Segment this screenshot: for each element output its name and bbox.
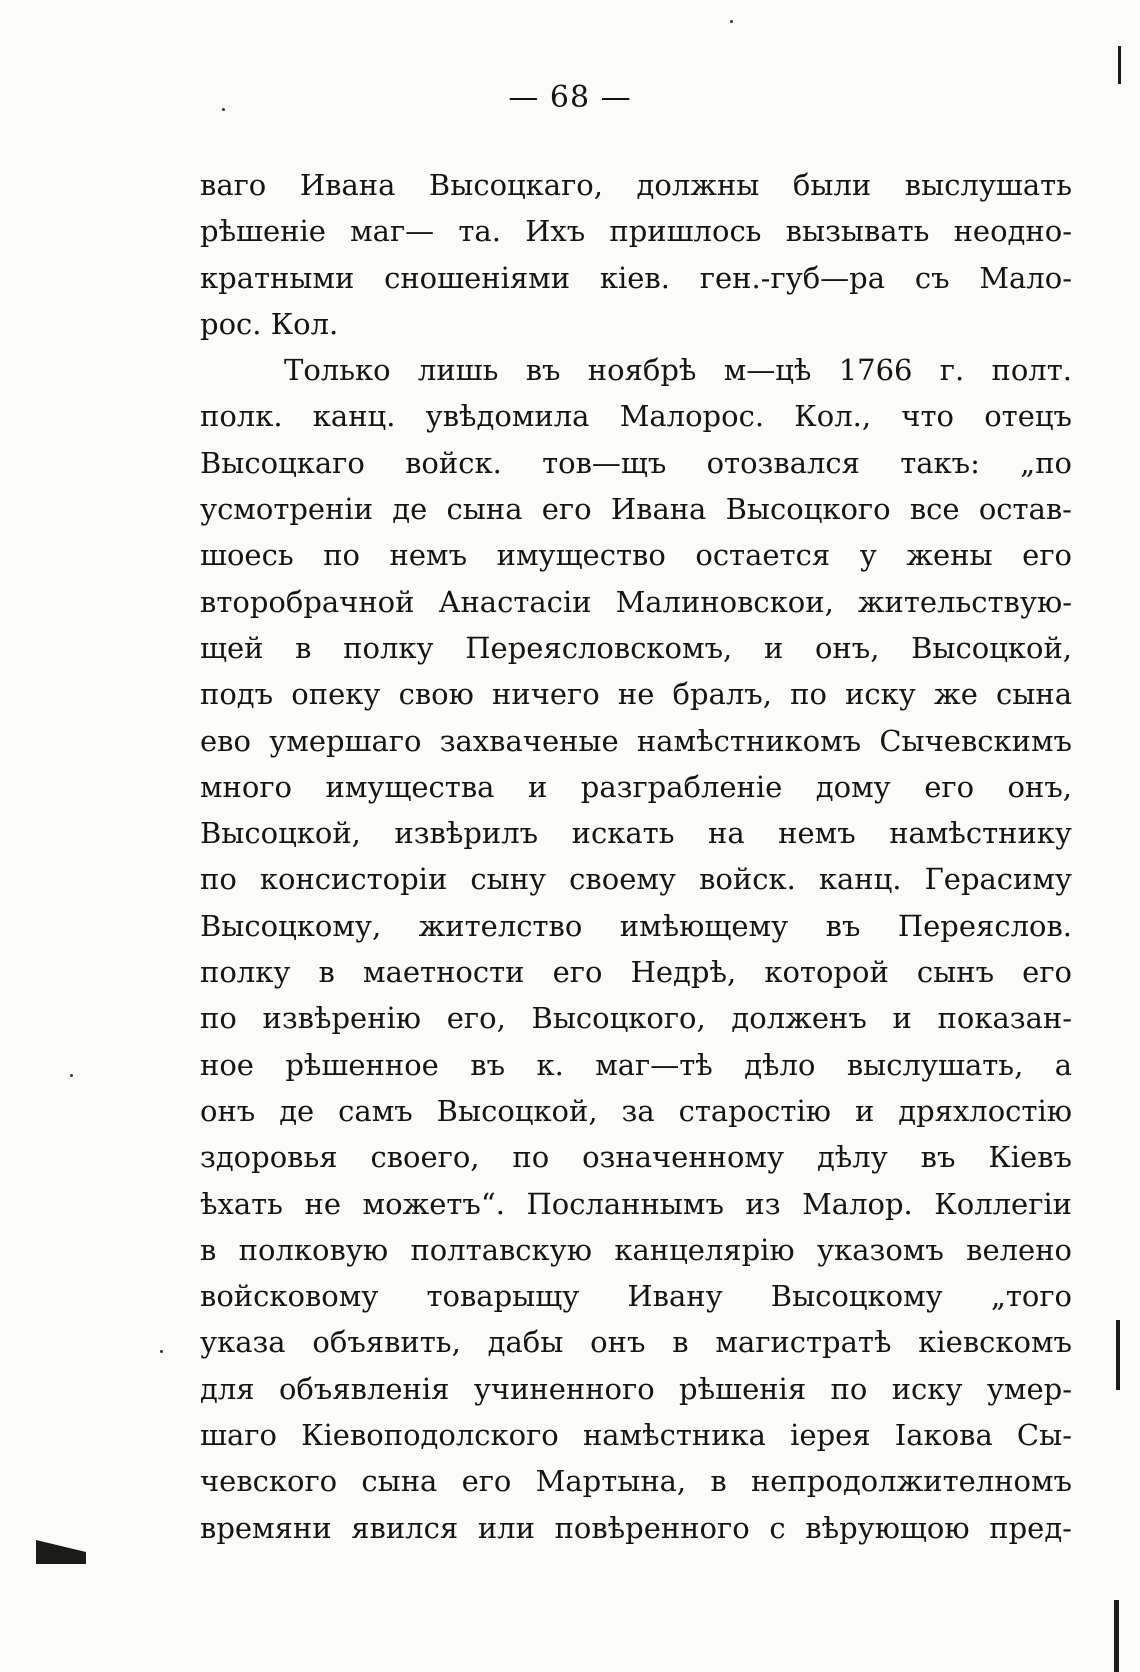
text-line: много имущества и разграбленіе дому его онъ, [200,769,1072,804]
text-line: усмотреніи де сына его Ивана Высоцкого все остав- [200,492,1072,527]
text-line: ваго Ивана Высоцкаго, должны были выслушать [200,168,1072,202]
text-line: второбрачной Анастасіи Малиновскои, жительствую- [200,584,1072,619]
page-number: — 68 — [508,80,632,115]
text-line: полк. канц. увѣдомила Малорос. Кол., что отецъ [200,399,1072,434]
text-line: в полковую полтавскую канцелярію указомъ велено [200,1232,1072,1267]
scan-edge-mark [1114,1600,1119,1672]
text-line: здоровья своего, по означенному дѣлу въ Кіевъ [200,1140,1072,1175]
text-line: рос. Кол. [200,306,339,341]
text-line: ное рѣшенное въ к. маг—тѣ дѣло выслушать, а [200,1047,1072,1082]
text-line: шоесь по немъ имущество остается у жены его [200,538,1072,573]
text-line: кратными сношеніями кіев. ген.-губ—ра съ Мало- [200,260,1072,295]
text-line: войсковому товарыщу Ивану Высоцкому „того [200,1279,1072,1314]
text-line: по извѣренію его, Высоцкого, долженъ и показан- [200,1001,1072,1036]
text-line: ево умершаго захваченые намѣстникомъ Сычевскимъ [200,723,1072,758]
text-line: Высоцкой, извѣрилъ искать на немъ намѣстнику [200,816,1072,851]
text-line: шаго Кіевоподолского намѣстника іерея Іакова Сы- [200,1418,1072,1453]
text-line: полку в маетности его Недрѣ, которой сынъ его [200,955,1072,990]
scan-speck [70,1074,73,1077]
scan-edge-mark [1118,46,1121,84]
text-line: указа объявить, дабы онъ в магистратѣ кіевскомъ [200,1325,1072,1360]
text-line: щей в полку Переясловскомъ, и онъ, Высоцкой, [200,630,1072,665]
text-line: Высоцкаго войск. тов—щъ отозвался такъ: „по [200,445,1072,480]
text-line: подъ опеку свою ничего не бралъ, по иску же сына [200,677,1072,712]
text-line: ѣхать не можетъ“. Посланнымъ из Малор. Коллегіи [200,1186,1072,1221]
text-line: по консисторіи сыну своему войск. канц. Герасиму [200,862,1072,897]
paragraph-start-line: Только лишь въ ноябрѣ м—цѣ 1766 г. полт. [284,353,1072,388]
text-line: онъ де самъ Высоцкой, за старостію и дряхлостію [200,1093,1072,1128]
scan-edge-mark [1116,1320,1120,1390]
scan-speck [730,20,733,23]
scan-speck [160,1350,163,1353]
scan-speck [222,108,225,111]
text-line: рѣшеніе маг— та. Ихъ пришлось вызывать неодно- [200,214,1072,249]
text-line: Высоцкому, жителство имѣющему въ Переяслов. [200,908,1072,943]
text-line: для объявленія учиненного рѣшенія по иску умер- [200,1371,1072,1406]
page-marker-arrow-icon [36,1540,86,1564]
text-line: времяни явился или повѣренного с вѣрующою пред- [200,1510,1072,1545]
text-line: чевского сына его Мартына, в непродолжителномъ [200,1464,1072,1499]
body-text [200,162,1072,1551]
